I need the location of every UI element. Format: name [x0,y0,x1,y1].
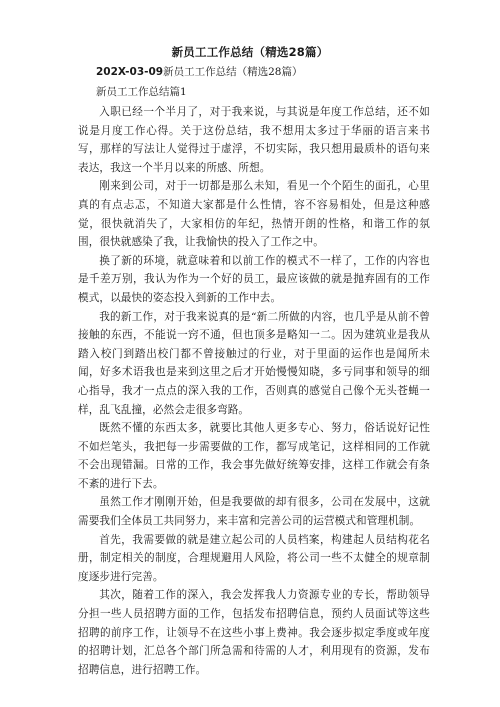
date-suffix: 新员工工作总结（精选28篇） [163,66,303,78]
section-heading: 新员工工作总结篇1 [96,86,187,98]
paragraph: 换了新的环境，就意味着和以前工作的模式不一样了，工作的内容也是千差万别，我认为作为一个好的员工，最应该做的就是抛弃固有的工作模式，以最快的姿态投入到新的工作中去。 [78,254,430,304]
paragraph: 首先，我需要做的就是建立起公司的人员档案，构建起人员结构花名册，制定相关的制度，合理规避用人风险，将公司一些不太健全的规章制度逐步进行完善。 [78,533,430,583]
body-text [78,103,430,679]
paragraph: 刚来到公司，对于一切都是那么未知，看见一个个陌生的面孔，心里真的有点忐忑，不知道大家都是什么性情，容不容易相处，但是这种感觉，很快就消失了，大家相仿的年纪，热情开朗的性格，和谐工作的氛围，很快就感染了我，让我愉快的投入了工作之中。 [78,180,430,249]
date-line [96,64,302,79]
paragraph: 入职已经一个半月了，对于我来说，与其说是年度工作总结，还不如说是月度工作心得。关于这份总结，我不想用太多过于华丽的语言来书写，那样的写法让人觉得过于虚浮，不切实际，我只想用最质朴的语句来表达，我这一个半月以来的所感、所想。 [78,106,430,174]
document-title: 新员工工作总结（精选28篇） [171,45,329,59]
paragraph: 虽然工作才刚刚开始，但是我要做的却有很多，公司在发展中，这就需要我们全体员工共同努力，来丰富和完善公司的运营模式和管理机制。 [78,496,430,528]
document-date: 202X-03-09 [96,66,164,78]
paragraph: 既然不懂的东西太多，就要比其他人更多专心、努力，俗话说好记性不如烂笔头，我把每一步需要做的工作，都写成笔记，这样相同的工作就不会出现错漏。日常的工作，我会事先做好统筹安排，这样工作就会有条不紊的进行下去。 [78,422,430,490]
paragraph: 我的新工作，对于我来说真的是“新二所做的内容，也几乎是从前不曾接触的东西，不能说一窍不通，但也顶多是略知一二。因为建筑业是我从踏入校门到踏出校门都不曾接触过的行业，对于里面的运作也是闻所未闻，好多术语我也是来到这里之后才开始慢慢知晓，多亏同事和领导的细心指导，我才一点点的深入我的工作，否则真的感觉自己像个无头苍蝇一样，乱飞乱撞，必然会走很多弯路。 [78,310,430,416]
paragraph: 其次，随着工作的深入，我会发挥我人力资源专业的专长，帮助领导分担一些人员招聘方面的工作，包括发布招聘信息，预约人员面试等这些招聘的前序工作，让领导不在这些小事上费神。我会逐步拟定季度或年度的招聘计划，汇总各个部门所急需和待需的人才，利用现有的资源，发布招聘信息，进行招聘工作。 [78,589,430,676]
